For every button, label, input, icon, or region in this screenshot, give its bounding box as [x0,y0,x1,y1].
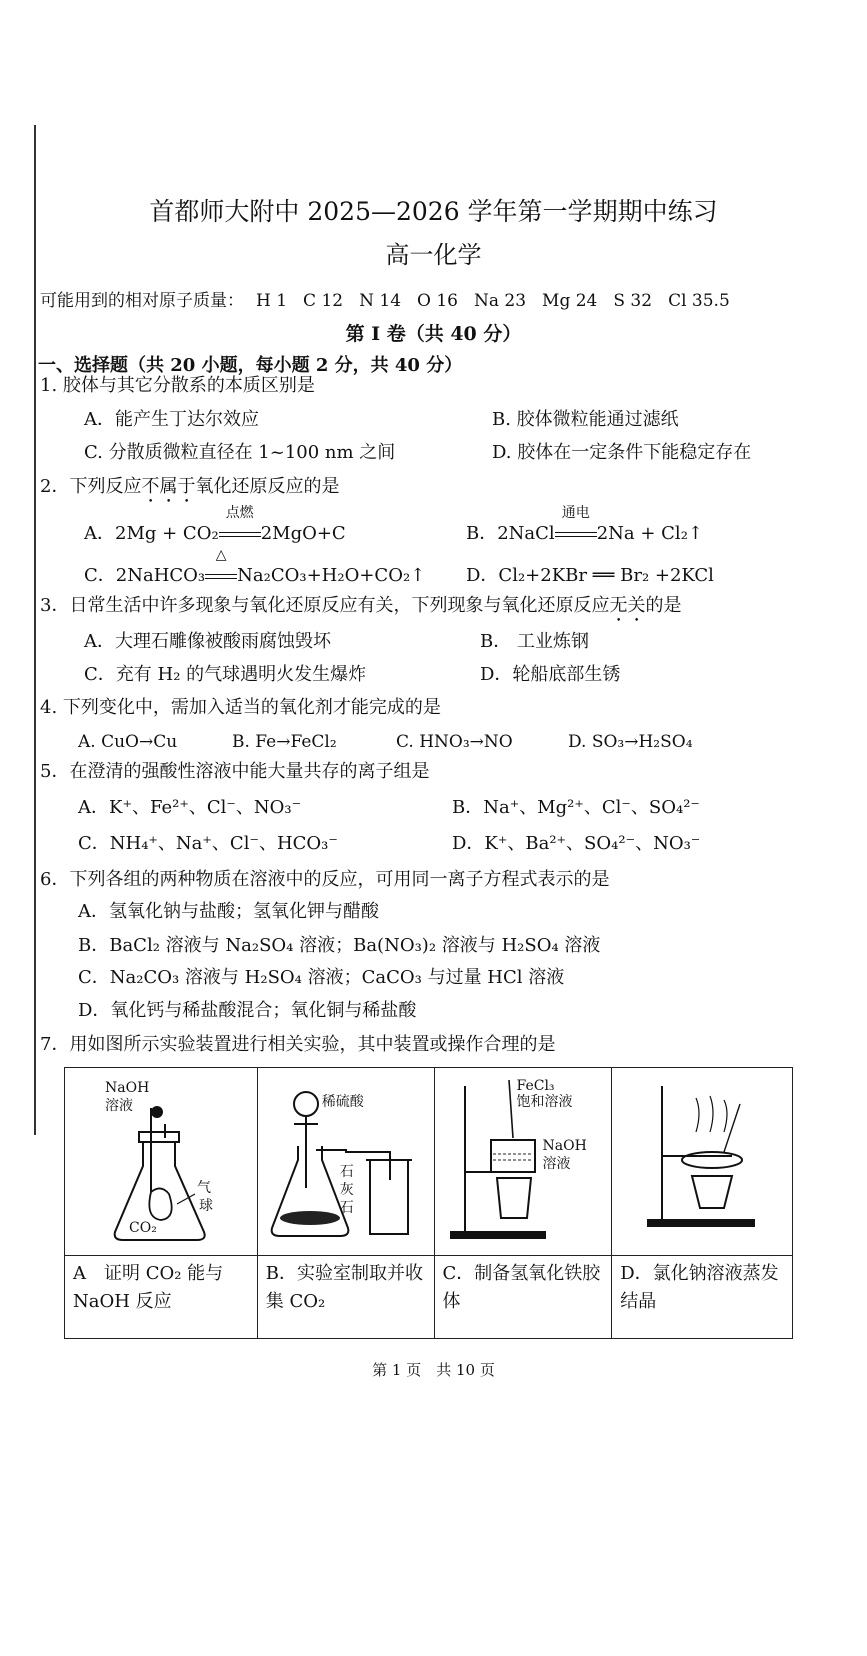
q4-option-a: A. CuO→Cu [78,732,178,752]
apparatus-figure-d [612,1068,792,1255]
q3-option-b: B． 工业炼钢 [480,631,589,652]
q2-stem-part: 氧化还原反应的是 [195,476,340,497]
apparatus-figure-c [435,1068,612,1255]
label-dilute-sulfuric-acid: 稀硫酸 [321,1094,364,1110]
figure-cell-d [612,1068,793,1256]
question-4-stem: 4. 下列变化中，需加入适当的氧化剂才能完成的是 [40,697,441,718]
q3-option-a: A．大理石雕像被酸雨腐蚀毁坏 [84,631,331,652]
q5-option-c: C．NH₄⁺、Na⁺、Cl⁻、HCO₃⁻ [78,833,338,854]
q6-option-a: A．氢氧化钠与盐酸；氢氧化钾与醋酸 [78,901,379,922]
q2-stem-emphasis: 不属于 [141,476,196,497]
q1-option-c: C. 分散质微粒直径在 1~100 nm 之间 [84,442,396,463]
equation-left: C．2NaHCO₃ [84,565,206,586]
page-footer: 第 1 页 共 10 页 [372,1361,495,1379]
figure-cell-b [257,1068,434,1256]
figure-cell-a [65,1068,258,1256]
evaporating-dish-drawing [612,1068,793,1255]
q2-option-b [466,505,703,546]
q6-option-d: D．氧化钙与稀盐酸混合；氧化铜与稀盐酸 [78,1000,417,1021]
q3-stem-emphasis: 无关 [609,595,646,616]
q2-option-c [84,547,426,588]
mass-item: C 12 [303,291,344,311]
binding-margin-line [34,125,36,1135]
mass-item: Na 23 [474,291,527,311]
label-saturated-solution: 饱和溶液 [516,1094,573,1110]
q3-stem-part: 3．日常生活中许多现象与氧化还原反应有关，下列现象与氧化还原反应 [40,595,610,616]
reaction-condition: △ [215,547,227,563]
mass-item: S 32 [613,291,653,311]
label-naoh-c: NaOH [542,1138,587,1154]
label-limestone-3: 石 [339,1200,354,1216]
label-limestone-1: 石 [339,1164,354,1180]
q2-option-a [84,505,346,546]
equation-right: 2Na + Cl₂↑ [596,523,703,544]
q3-option-c: C．充有 H₂ 的气球遇明火发生爆炸 [84,664,367,685]
caption-d: D．氯化钠溶液蒸发结晶 [612,1256,793,1339]
caption-a: A 证明 CO₂ 能与 NaOH 反应 [65,1256,258,1339]
apparatus-figure-a [65,1068,257,1255]
equation-left: A．2Mg + CO₂ [84,523,219,544]
exam-title: 首都师大附中 2025—2026 学年第一学期期中练习 [149,197,718,226]
equation-left: B．2NaCl [466,523,555,544]
equation-right: Na₂CO₃+H₂O+CO₂↑ [237,565,426,586]
q3-stem-part: 的是 [645,595,682,616]
atomic-masses-label: 可能用到的相对原子质量： [40,291,244,311]
q5-option-d: D．K⁺、Ba²⁺、SO₄²⁻、NO₃⁻ [452,833,701,854]
figure-cell-c [434,1068,612,1256]
question-3-stem [40,594,681,626]
section-heading: 一、选择题（共 20 小题，每小题 2 分，共 40 分） [38,355,463,376]
q6-option-b: B．BaCl₂ 溶液与 Na₂SO₄ 溶液；Ba(NO₃)₂ 溶液与 H₂SO₄ 溶液 [78,935,601,956]
reaction-condition: 点燃 [225,505,254,521]
question-2-stem [40,475,339,507]
mass-item: Cl 35.5 [668,291,730,311]
q1-option-a: A．能产生丁达尔效应 [84,409,259,430]
q6-option-c: C．Na₂CO₃ 溶液与 H₂SO₄ 溶液；CaCO₃ 与过量 HCl 溶液 [78,967,565,988]
q1-option-b: B. 胶体微粒能通过滤纸 [492,409,679,430]
reaction-arrow [555,505,597,546]
part-heading: 第 I 卷（共 40 分） [345,323,522,345]
q4-option-c: C. HNO₃→NO [396,732,513,752]
question-7-stem: 7．用如图所示实验装置进行相关实验，其中装置或操作合理的是 [40,1034,556,1055]
label-balloon-1: 气 [197,1180,211,1196]
caption-b: B．实验室制取并收集 CO₂ [257,1256,434,1339]
label-balloon-2: 球 [199,1198,213,1214]
mass-item: N 14 [359,291,402,311]
q5-option-b: B．Na⁺、Mg²⁺、Cl⁻、SO₄²⁻ [452,797,700,818]
reaction-arrow [219,505,261,546]
reaction-arrow [205,547,237,588]
mass-item: H 1 [256,291,288,311]
apparatus-table [64,1067,793,1339]
q1-option-d: D. 胶体在一定条件下能稳定存在 [492,442,752,463]
q4-option-d: D. SO₃→H₂SO₄ [568,732,693,752]
label-naoh: NaOH [105,1080,150,1096]
caption-c: C．制备氢氧化铁胶体 [434,1256,612,1339]
reaction-condition: 通电 [561,505,590,521]
question-6-stem: 6．下列各组的两种物质在溶液中的反应，可用同一离子方程式表示的是 [40,869,610,890]
question-1-stem: 1. 胶体与其它分散系的本质区别是 [40,375,315,396]
q2-option-d: D．Cl₂+2KBr ══ Br₂ +2KCl [466,565,714,586]
label-co2: CO₂ [129,1220,157,1236]
label-solution-c: 溶液 [542,1156,571,1172]
exam-subject: 高一化学 [385,241,482,269]
q2-stem-part: 2．下列反应 [40,476,142,497]
question-5-stem: 5．在澄清的强酸性溶液中能大量共存的离子组是 [40,761,430,782]
equation-right: 2MgO+C [260,523,346,544]
apparatus-figure-b [258,1068,434,1255]
label-limestone-2: 灰 [339,1182,354,1198]
label-fecl3: FeCl₃ [516,1078,555,1094]
mass-item: O 16 [417,291,458,311]
label-solution: 溶液 [105,1098,133,1114]
atomic-masses [40,289,746,313]
q5-option-a: A．K⁺、Fe²⁺、Cl⁻、NO₃⁻ [78,797,302,818]
q4-option-b: B. Fe→FeCl₂ [232,732,337,752]
conical-flask-balloon-drawing [65,1068,258,1255]
q3-option-d: D．轮船底部生锈 [480,664,621,685]
mass-item: Mg 24 [542,291,598,311]
